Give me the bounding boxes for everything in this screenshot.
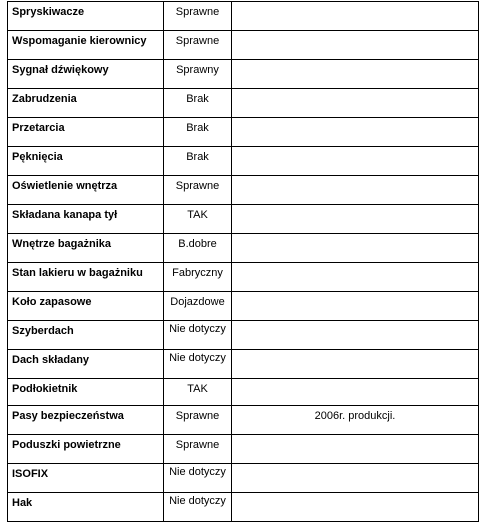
row-notes <box>232 176 479 205</box>
row-notes <box>232 464 479 493</box>
table-row <box>8 493 479 522</box>
table-row <box>8 350 479 379</box>
inspection-table-body <box>8 2 479 522</box>
row-label: Składana kanapa tył <box>8 205 164 234</box>
row-notes <box>232 2 479 31</box>
row-label: ISOFIX <box>8 464 164 493</box>
row-status: Nie dotyczy <box>164 350 232 379</box>
row-status: Nie dotyczy <box>164 321 232 350</box>
table-row <box>8 60 479 89</box>
row-status: Sprawne <box>164 176 232 205</box>
row-label: Poduszki powietrzne <box>8 435 164 464</box>
row-label: Pasy bezpieczeństwa <box>8 406 164 435</box>
row-status: B.dobre <box>164 234 232 263</box>
row-notes <box>232 147 479 176</box>
row-label: Hak <box>8 493 164 522</box>
table-row <box>8 464 479 493</box>
row-label: Spryskiwacze <box>8 2 164 31</box>
row-status: Sprawne <box>164 2 232 31</box>
row-notes <box>232 379 479 406</box>
row-notes <box>232 60 479 89</box>
row-label: Wspomaganie kierownicy <box>8 31 164 60</box>
row-status: TAK <box>164 205 232 234</box>
row-label: Szyberdach <box>8 321 164 350</box>
row-notes <box>232 292 479 321</box>
row-label: Oświetlenie wnętrza <box>8 176 164 205</box>
row-notes <box>232 205 479 234</box>
row-status: Dojazdowe <box>164 292 232 321</box>
row-notes <box>232 263 479 292</box>
row-label: Dach składany <box>8 350 164 379</box>
row-label: Wnętrze bagażnika <box>8 234 164 263</box>
row-label: Koło zapasowe <box>8 292 164 321</box>
row-status: Sprawne <box>164 435 232 464</box>
table-row <box>8 435 479 464</box>
table-row <box>8 263 479 292</box>
row-notes <box>232 493 479 522</box>
row-label: Podłokietnik <box>8 379 164 406</box>
row-label: Sygnał dźwiękowy <box>8 60 164 89</box>
row-notes <box>232 435 479 464</box>
row-status: Sprawny <box>164 60 232 89</box>
row-label: Przetarcia <box>8 118 164 147</box>
table-row <box>8 2 479 31</box>
row-label: Zabrudzenia <box>8 89 164 118</box>
row-status: Sprawne <box>164 31 232 60</box>
row-status: Fabryczny <box>164 263 232 292</box>
row-notes <box>232 31 479 60</box>
row-notes <box>232 321 479 350</box>
row-status: TAK <box>164 379 232 406</box>
row-notes <box>232 89 479 118</box>
row-notes <box>232 118 479 147</box>
table-row <box>8 176 479 205</box>
row-notes: 2006r. produkcji. <box>232 406 479 435</box>
inspection-table <box>7 1 479 522</box>
row-status: Brak <box>164 118 232 147</box>
table-row <box>8 205 479 234</box>
table-row <box>8 321 479 350</box>
row-label: Stan lakieru w bagażniku <box>8 263 164 292</box>
table-row <box>8 118 479 147</box>
row-notes <box>232 350 479 379</box>
row-notes <box>232 234 479 263</box>
row-status: Nie dotyczy <box>164 464 232 493</box>
table-row <box>8 379 479 406</box>
row-status: Brak <box>164 147 232 176</box>
table-row <box>8 406 479 435</box>
row-status: Brak <box>164 89 232 118</box>
row-status: Sprawne <box>164 406 232 435</box>
table-row <box>8 31 479 60</box>
table-row <box>8 234 479 263</box>
table-row <box>8 292 479 321</box>
table-row <box>8 147 479 176</box>
row-status: Nie dotyczy <box>164 493 232 522</box>
row-label: Pęknięcia <box>8 147 164 176</box>
table-row <box>8 89 479 118</box>
